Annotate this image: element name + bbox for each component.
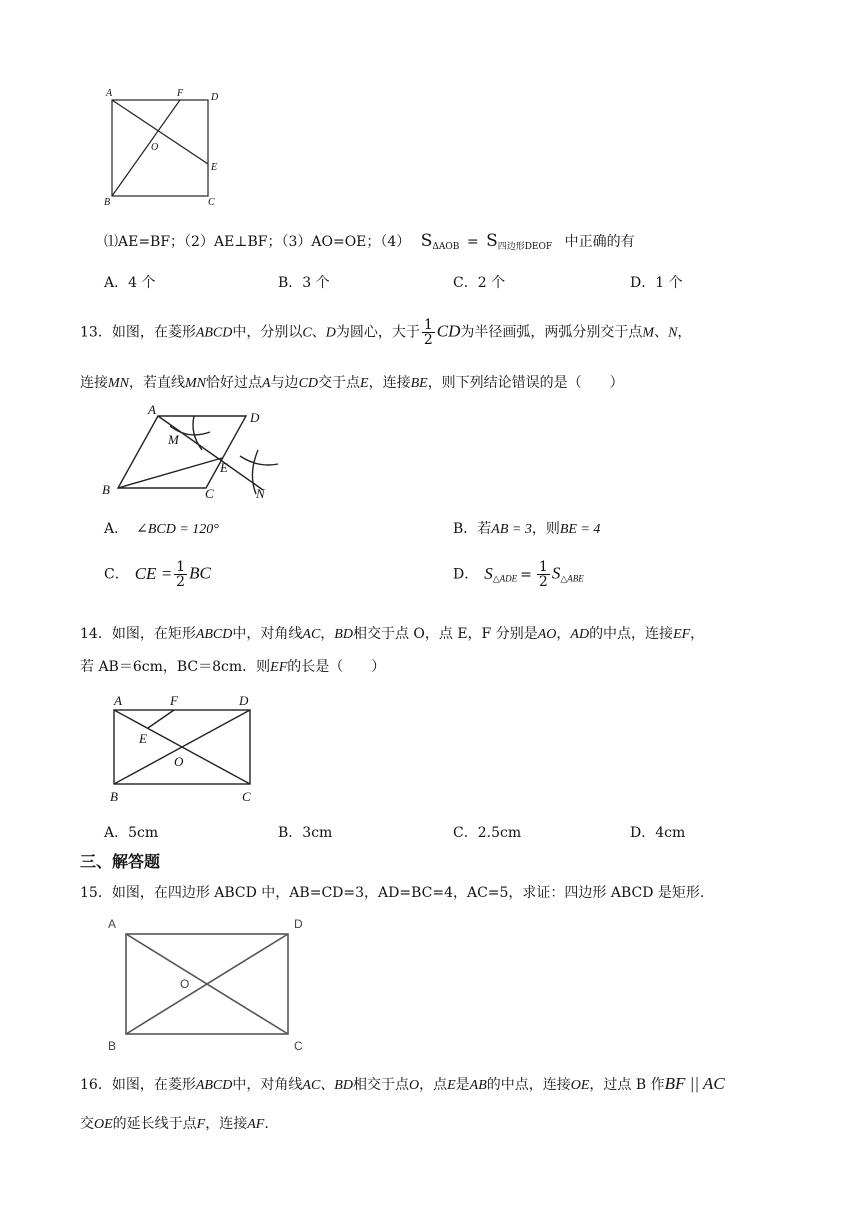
q14-text-1b: 中，对角线: [232, 626, 303, 642]
q13-option-d-eq: =: [520, 566, 532, 583]
q16-text-1d: ，点: [419, 1077, 448, 1093]
q13-frac-num: 1: [423, 317, 433, 333]
q15-stem: 15．如图，在四边形 ABCD 中，AB=CD=3，AD=BC=4，AC=5，求证：四边形 ABCD 是矩形.: [80, 885, 705, 901]
q13-text-1b: 中，分别以: [232, 324, 303, 341]
segment-bf: [112, 100, 180, 196]
label-d: D: [211, 92, 219, 103]
q13-n: N: [668, 325, 678, 341]
q14-text-2a: 若 AB＝6cm，BC＝8cm．则: [80, 659, 271, 675]
q13-text-2a: 连接: [80, 375, 108, 391]
q13-option-d-num: 1: [538, 559, 548, 575]
q12-option-b[interactable]: B．3 个: [278, 275, 330, 291]
q13-option-c[interactable]: [104, 560, 211, 589]
q16-e: E: [447, 1078, 456, 1093]
q13-option-a-expr: ∠BCD = 120°: [136, 522, 219, 537]
q14-ad: AD: [570, 627, 590, 642]
label-b: B: [110, 789, 118, 804]
q13-option-c-den: 2: [176, 574, 186, 590]
q12-statements: [104, 231, 635, 252]
square-abcd: [112, 100, 208, 196]
q16-text-1a: 16．如图，在菱形: [80, 1077, 196, 1093]
q13-option-c-num: 1: [176, 559, 186, 575]
label-b: B: [108, 1039, 117, 1053]
label-e: E: [211, 162, 218, 173]
segment-ef: [148, 710, 174, 728]
q14-option-d[interactable]: D．4cm: [630, 825, 686, 841]
label-c: C: [208, 197, 215, 208]
arc-n-1: [240, 456, 278, 465]
q14-stem-line2: [80, 656, 385, 676]
segment-ae: [112, 100, 208, 164]
q13-mn2: MN: [185, 376, 206, 391]
q12-option-d[interactable]: D．1 个: [630, 275, 683, 291]
label-d: D: [250, 410, 260, 425]
q13-dun2: 、: [654, 324, 669, 341]
q16-text-2a: 交: [80, 1116, 94, 1132]
q14-ac: AC: [302, 627, 321, 642]
q13-comma: ，: [677, 324, 692, 341]
q12-area-right: S: [486, 231, 498, 251]
q13-option-c-label: C．: [104, 566, 129, 583]
q16-oe2: OE: [94, 1117, 113, 1132]
q13-option-b[interactable]: [453, 518, 600, 538]
q14-ef: EF: [673, 627, 691, 642]
q13-text-2c: 恰好过点: [206, 375, 262, 391]
q15-rectangle-figure: [100, 912, 312, 1054]
q12-statements-tail: 中正确的有: [564, 234, 635, 250]
label-o: O: [151, 142, 159, 153]
q16-text-1f: 的中点，连接: [486, 1077, 571, 1093]
q12-area-left-sub: ΔAOB: [432, 242, 460, 252]
q13-text-2b: ，若直线: [129, 375, 185, 391]
q13-a: A: [262, 376, 271, 391]
q13-stem-line1: [80, 318, 691, 347]
segment-be: [118, 458, 222, 488]
label-n: N: [256, 486, 265, 501]
q13-dun1: 、: [311, 324, 326, 341]
q13-option-b-mid: ，则: [531, 521, 560, 537]
q16-text-1e: 是: [455, 1077, 470, 1093]
q13-mn: MN: [108, 376, 129, 391]
section-heading: 三、解答题: [80, 852, 161, 871]
q14-comma1: ，: [320, 626, 335, 642]
q13-option-c-fraction: [174, 560, 187, 589]
q14-text-1c: 相交于点 O，点 E，F 分别是: [352, 626, 538, 642]
q13-text-1a: 13．如图，在菱形: [80, 324, 196, 341]
q13-text-2d: 与边: [270, 375, 299, 391]
q13-option-b-expr1: AB = 3: [491, 522, 532, 537]
q12-option-a[interactable]: A．4 个: [104, 275, 156, 291]
q13-option-c-right: BC: [189, 563, 211, 583]
q12-option-c[interactable]: C．2 个: [453, 275, 506, 291]
q14-ef2: EF: [270, 660, 288, 675]
q12-area-right-sub: 四边形DEOF: [497, 242, 553, 252]
label-b: B: [104, 197, 111, 208]
q14-bd: BD: [334, 627, 353, 642]
q13-option-d-label: D．: [453, 566, 479, 583]
q14-option-c[interactable]: C．2.5cm: [453, 825, 522, 841]
q13-option-d-sub2: △ABE: [560, 573, 584, 584]
label-m: M: [168, 432, 179, 447]
q16-oe: OE: [570, 1078, 590, 1093]
q13-be: BE: [410, 376, 428, 391]
q12-area-eq: =: [466, 234, 479, 250]
q16-text-1b: 中，对角线: [232, 1077, 303, 1093]
q14-stem-line1: [80, 623, 704, 643]
q16-bf-parallel-ac: BF || AC: [664, 1074, 725, 1093]
q13-c: C: [302, 325, 312, 341]
q13-cd2: CD: [298, 376, 319, 391]
label-a: A: [108, 917, 117, 931]
label-e: E: [220, 460, 228, 475]
label-c: C: [294, 1039, 303, 1053]
q12-square-figure: [100, 84, 230, 210]
q14-text-2b: 的长是（ ）: [287, 659, 386, 675]
q14-comma3: ，: [690, 626, 705, 642]
q16-o: O: [408, 1078, 420, 1093]
q14-abcd: ABCD: [195, 627, 233, 642]
label-d: D: [239, 693, 249, 708]
q16-stem-line2: [80, 1113, 269, 1133]
q13-text-2e: 交于点: [318, 375, 361, 391]
label-c: C: [242, 789, 251, 804]
q16-af: AF: [247, 1117, 265, 1132]
label-o: O: [180, 977, 190, 991]
q13-m: M: [642, 325, 655, 341]
label-e: E: [139, 731, 147, 746]
q13-text-1d: 为半径画弧，两弧分别交于点: [460, 324, 643, 341]
q13-abcd: ABCD: [195, 325, 233, 341]
q13-text-2g: ，则下列结论错误的是（ ）: [427, 375, 624, 391]
label-f: F: [170, 693, 178, 708]
q13-e: E: [360, 376, 369, 391]
rhombus-abcd: [118, 416, 246, 488]
q13-stem-line2: [80, 372, 624, 392]
q14-ao: AO: [537, 627, 557, 642]
q16-text-2c: ，连接: [205, 1116, 248, 1132]
label-a: A: [106, 88, 113, 99]
q14-rectangle-figure: [106, 690, 266, 806]
label-o: O: [174, 754, 184, 769]
q13-option-d-s2: S: [551, 563, 561, 583]
q13-option-b-label: B．若: [453, 521, 492, 537]
q13-option-c-left: CE =: [134, 563, 173, 583]
q13-option-b-expr2: BE = 4: [559, 522, 601, 537]
arc-m-2: [193, 416, 202, 450]
label-f: F: [177, 88, 184, 99]
q13-option-a-label: A．: [104, 521, 129, 537]
label-b: B: [102, 482, 110, 497]
q14-text-1a: 14．如图，在矩形: [80, 626, 196, 642]
q16-text-2b: 的延长线于点: [112, 1116, 197, 1132]
q13-option-d-fraction: [537, 560, 550, 589]
label-d: D: [294, 917, 303, 931]
q16-text-2d: .: [264, 1116, 269, 1132]
q13-text-1c: 为圆心，大于: [335, 324, 420, 341]
q13-d: D: [325, 325, 336, 341]
q16-text-1g: ，过点 B 作: [589, 1077, 665, 1093]
q14-option-b[interactable]: B．3cm: [278, 825, 333, 841]
q12-area-left: S: [420, 231, 433, 251]
q13-option-d-s1: S: [484, 563, 493, 583]
q16-ab: AB: [469, 1078, 487, 1093]
q13-rhombus-figure: [98, 402, 288, 504]
q13-option-a[interactable]: [104, 518, 219, 538]
q16-text-1c: 相交于点: [352, 1077, 409, 1093]
q13-text-2f: ，连接: [368, 375, 411, 391]
q12-statements-text: ⑴AE=BF；（2）AE⊥BF；（3）AO=OE；（4）: [104, 234, 411, 250]
q13-option-d-den: 2: [538, 574, 548, 590]
q13-option-d[interactable]: [453, 560, 584, 589]
q16-stem-line1: [80, 1074, 725, 1094]
q14-comma2: ，: [556, 626, 571, 642]
q13-half-fraction: [422, 318, 435, 347]
q14-text-1d: 的中点，连接: [589, 626, 674, 642]
q13-option-d-sub1: △ADE: [492, 573, 518, 584]
q13-frac-den: 2: [423, 332, 433, 348]
q14-option-a[interactable]: A．5cm: [104, 825, 159, 841]
q16-abcd: ABCD: [195, 1078, 233, 1093]
label-c: C: [205, 486, 214, 501]
label-a: A: [114, 693, 122, 708]
q16-acbd: AC、BD: [302, 1078, 353, 1093]
q13-cd: CD: [436, 321, 461, 341]
q16-f: F: [196, 1117, 206, 1132]
label-a: A: [148, 402, 156, 417]
